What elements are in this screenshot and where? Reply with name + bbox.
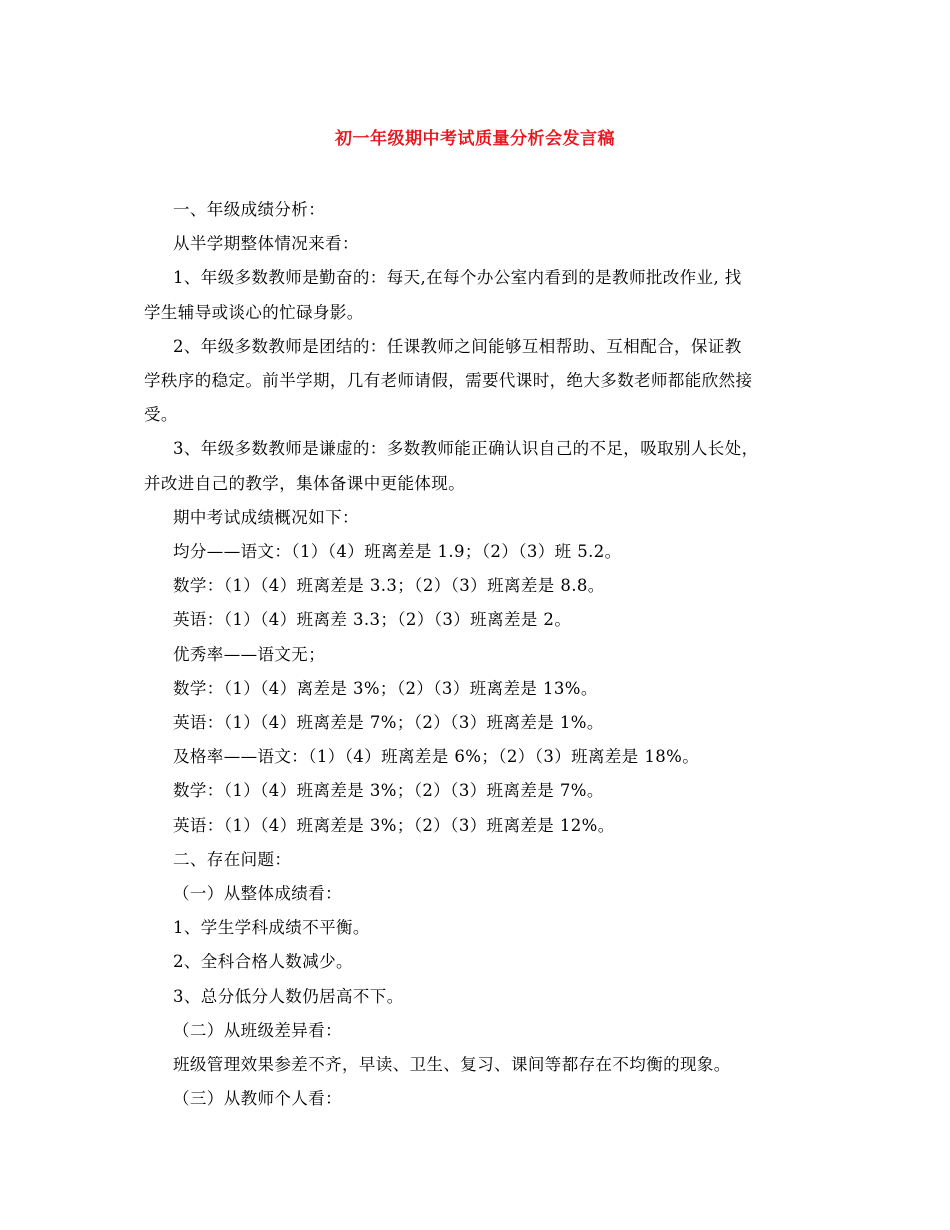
paragraph-line: 并改进自己的教学，集体备课中更能体现。 [144,473,466,493]
paragraph-line: 3、总分低分人数仍居高不下。 [173,986,404,1006]
paragraph-line: 期中考试成绩概况如下： [173,507,359,527]
paragraph-line: 优秀率——语文无； [173,644,326,664]
paragraph-line: （二）从班级差异看： [173,1020,342,1040]
paragraph-line: 数学：（1）（4）离差是 3%；（2）（3）班离差是 13%。 [173,678,598,698]
paragraph-line: 数学：（1）（4）班离差是 3.3；（2）（3）班离差是 8.8。 [173,576,605,596]
paragraph-line: 2、全科合格人数减少。 [173,952,353,972]
paragraph-line: 二、存在问题： [173,849,292,869]
paragraph-line: 1、学生学科成绩不平衡。 [173,918,370,938]
paragraph-line: 2、年级多数教师是团结的：任课教师之间能够互相帮助、互相配合，保证教 [173,336,742,356]
paragraph-line: 受。 [144,405,178,425]
paragraph-line: 均分——语文：（1）（4）班离差是 1.9；（2）（3）班 5.2。 [173,542,622,562]
paragraph-line: 1、年级多数教师是勤奋的：每天,在每个办公室内看到的是教师批改作业, 找 [173,268,742,288]
paragraph-line: 学生辅导或谈心的忙碌身影。 [144,302,364,322]
paragraph-line: 从半学期整体情况来看： [173,234,359,254]
paragraph-line: 英语：（1）（4）班离差 3.3；（2）（3）班离差是 2。 [173,610,572,630]
paragraph-line: 班级管理效果参差不齐，早读、卫生、复习、课间等都存在不均衡的现象。 [173,1055,731,1075]
paragraph-line: 学秩序的稳定。前半学期，几有老师请假，需要代课时，绝大多数老师都能欣然接 [144,371,753,391]
paragraph-line: （一）从整体成绩看： [173,884,342,904]
paragraph-line: 一、年级成绩分析： [173,200,326,219]
paragraph-line: 数学：（1）（4）班离差是 3%；（2）（3）班离差是 7%。 [173,781,604,801]
paragraph-line: 3、年级多数教师是谦虚的：多数教师能正确认识自己的不足，吸取别人长处， [173,439,759,459]
paragraph-line: 及格率——语文：（1）（4）班离差是 6%；（2）（3）班离差是 18%。 [173,747,700,767]
document-body [144,193,833,1116]
paragraph-line: 英语：（1）（4）班离差是 7%；（2）（3）班离差是 1%。 [173,713,604,733]
document-title: 初一年级期中考试质量分析会发言稿 [335,129,615,149]
paragraph-line: （三）从教师个人看： [173,1089,342,1109]
paragraph-line: 英语：（1）（4）班离差是 3%；（2）（3）班离差是 12%。 [173,815,615,835]
